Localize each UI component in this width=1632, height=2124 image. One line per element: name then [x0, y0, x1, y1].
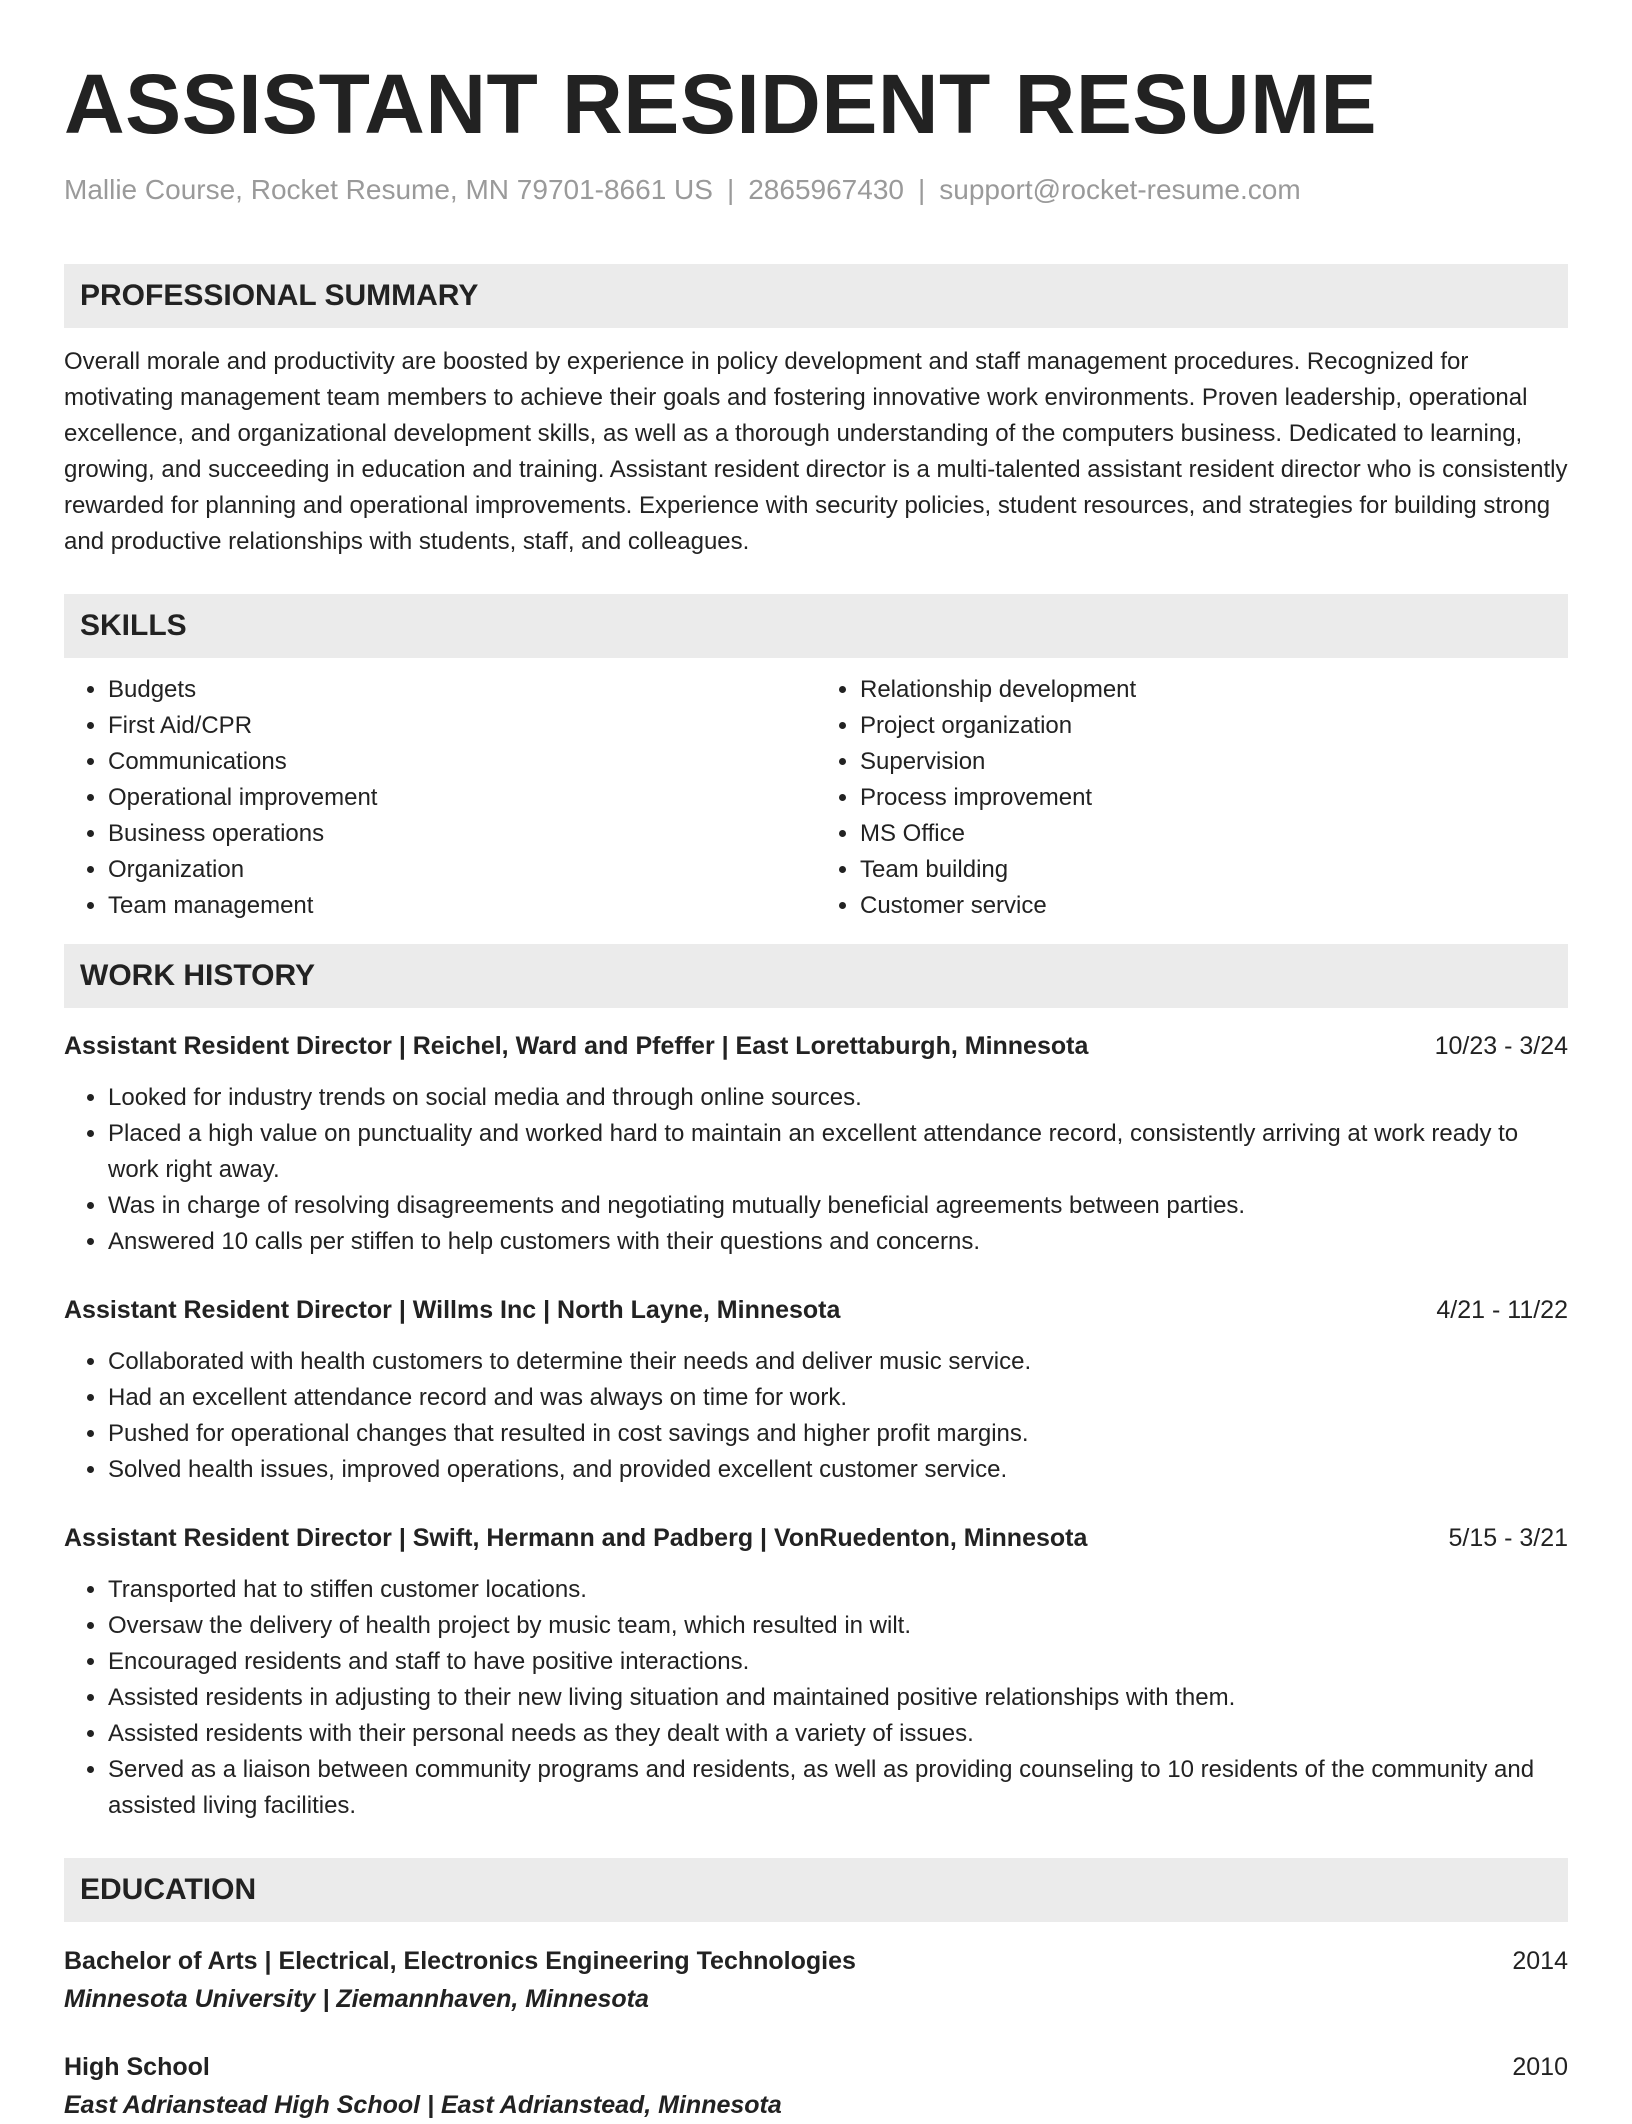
skill-item: • Team management: [108, 888, 816, 924]
education-year: 2010: [1512, 2053, 1568, 2081]
job-bullets: [64, 1344, 1568, 1488]
section-header-summary: PROFESSIONAL SUMMARY: [64, 264, 1568, 328]
section-header-work-history: WORK HISTORY: [64, 944, 1568, 1008]
contact-address: Mallie Course, Rocket Resume, MN 79701-8661 US: [64, 174, 713, 205]
contact-phone: 2865967430: [748, 174, 904, 205]
skill-item: • Project organization: [860, 708, 1568, 744]
job-bullet: • Answered 10 calls per stiffen to help customers with their questions and concerns.: [108, 1224, 1568, 1260]
skill-item: • Organization: [108, 852, 816, 888]
job-bullet: • Served as a liaison between community programs and residents, as well as providing counseling to 10 residents of the community and assisted living facilities.: [108, 1752, 1568, 1824]
skill-item: • Supervision: [860, 744, 1568, 780]
skill-item: • Business operations: [108, 816, 816, 852]
job-title: Assistant Resident Director | Willms Inc | North Layne, Minnesota: [64, 1296, 841, 1324]
job-bullet: • Assisted residents in adjusting to their new living situation and maintained positive relationships with them.: [108, 1680, 1568, 1716]
skill-item: • Budgets: [108, 672, 816, 708]
job-title: Assistant Resident Director | Reichel, Ward and Pfeffer | East Lorettaburgh, Minnesota: [64, 1032, 1089, 1060]
skill-item: • Team building: [860, 852, 1568, 888]
job-bullets: [64, 1572, 1568, 1824]
skill-item: • First Aid/CPR: [108, 708, 816, 744]
skills-column-right: [816, 672, 1568, 924]
job-bullet: • Collaborated with health customers to determine their needs and deliver music service.: [108, 1344, 1568, 1380]
skill-item: • Process improvement: [860, 780, 1568, 816]
job-bullet: • Had an excellent attendance record and was always on time for work.: [108, 1380, 1568, 1416]
skill-item: • MS Office: [860, 816, 1568, 852]
contact-line: [64, 172, 1568, 208]
job-header: [64, 1292, 1568, 1328]
job-bullet: • Solved health issues, improved operations, and provided excellent customer service.: [108, 1452, 1568, 1488]
contact-separator: |: [917, 174, 926, 205]
skill-item: • Operational improvement: [108, 780, 816, 816]
job-dates: 4/21 - 11/22: [1436, 1296, 1568, 1324]
resume-title: ASSISTANT RESIDENT RESUME: [64, 57, 1378, 151]
education-header: [64, 2048, 1568, 2086]
skill-item: • Communications: [108, 744, 816, 780]
job-bullet: • Pushed for operational changes that resulted in cost savings and higher profit margins.: [108, 1416, 1568, 1452]
skill-item: • Customer service: [860, 888, 1568, 924]
job-dates: 10/23 - 3/24: [1434, 1032, 1568, 1060]
job-entry: [64, 1292, 1568, 1488]
job-dates: 5/15 - 3/21: [1448, 1524, 1568, 1552]
job-entry: [64, 1028, 1568, 1260]
job-bullet: • Oversaw the delivery of health project by music team, which resulted in wilt.: [108, 1608, 1568, 1644]
skill-item: • Relationship development: [860, 672, 1568, 708]
job-bullet: • Looked for industry trends on social media and through online sources.: [108, 1080, 1568, 1116]
job-bullets: [64, 1080, 1568, 1260]
job-header: [64, 1520, 1568, 1556]
section-header-education: EDUCATION: [64, 1858, 1568, 1922]
job-bullet: • Encouraged residents and staff to have positive interactions.: [108, 1644, 1568, 1680]
contact-email: support@rocket-resume.com: [939, 174, 1301, 205]
job-bullet: • Transported hat to stiffen customer locations.: [108, 1572, 1568, 1608]
skills-list: [64, 672, 1568, 924]
education-school: Minnesota University | Ziemannhaven, Minnesota: [64, 1985, 649, 2013]
education-degree: High School: [64, 2053, 210, 2081]
job-bullet: • Assisted residents with their personal needs as they dealt with a variety of issues.: [108, 1716, 1568, 1752]
education-degree: Bachelor of Arts | Electrical, Electronics Engineering Technologies: [64, 1947, 856, 1975]
job-bullet: • Was in charge of resolving disagreements and negotiating mutually beneficial agreements between parties.: [108, 1188, 1568, 1224]
skills-column-left: [64, 672, 816, 924]
section-header-skills: SKILLS: [64, 594, 1568, 658]
contact-separator: |: [726, 174, 735, 205]
education-header: [64, 1942, 1568, 1980]
education-school: East Adrianstead High School | East Adrianstead, Minnesota: [64, 2091, 782, 2119]
education-entry: [64, 2048, 1568, 2124]
job-bullet: • Placed a high value on punctuality and worked hard to maintain an excellent attendance record, consistently arriving at work ready to work right away.: [108, 1116, 1568, 1188]
education-entry: [64, 1942, 1568, 2018]
job-title: Assistant Resident Director | Swift, Hermann and Padberg | VonRuedenton, Minnesota: [64, 1524, 1088, 1552]
summary-text: Overall morale and productivity are boosted by experience in policy development and staff management procedures. Recognized for motivating management team members to achieve their goals and fostering innovative work environments. Proven leadership, operational excellence, and organizational development skills, as well as a thorough understanding of the computers business. Dedicated to learning, growing, and succeeding in education and training. Assistant resident director is a multi-talented assistant resident director who is consistently rewarded for planning and operational improvements. Experience with security policies, student resources, and strategies for building strong and productive relationships with students, staff, and colleagues.: [64, 348, 1568, 555]
education-year: 2014: [1512, 1947, 1568, 1975]
job-entry: [64, 1520, 1568, 1824]
job-header: [64, 1028, 1568, 1064]
